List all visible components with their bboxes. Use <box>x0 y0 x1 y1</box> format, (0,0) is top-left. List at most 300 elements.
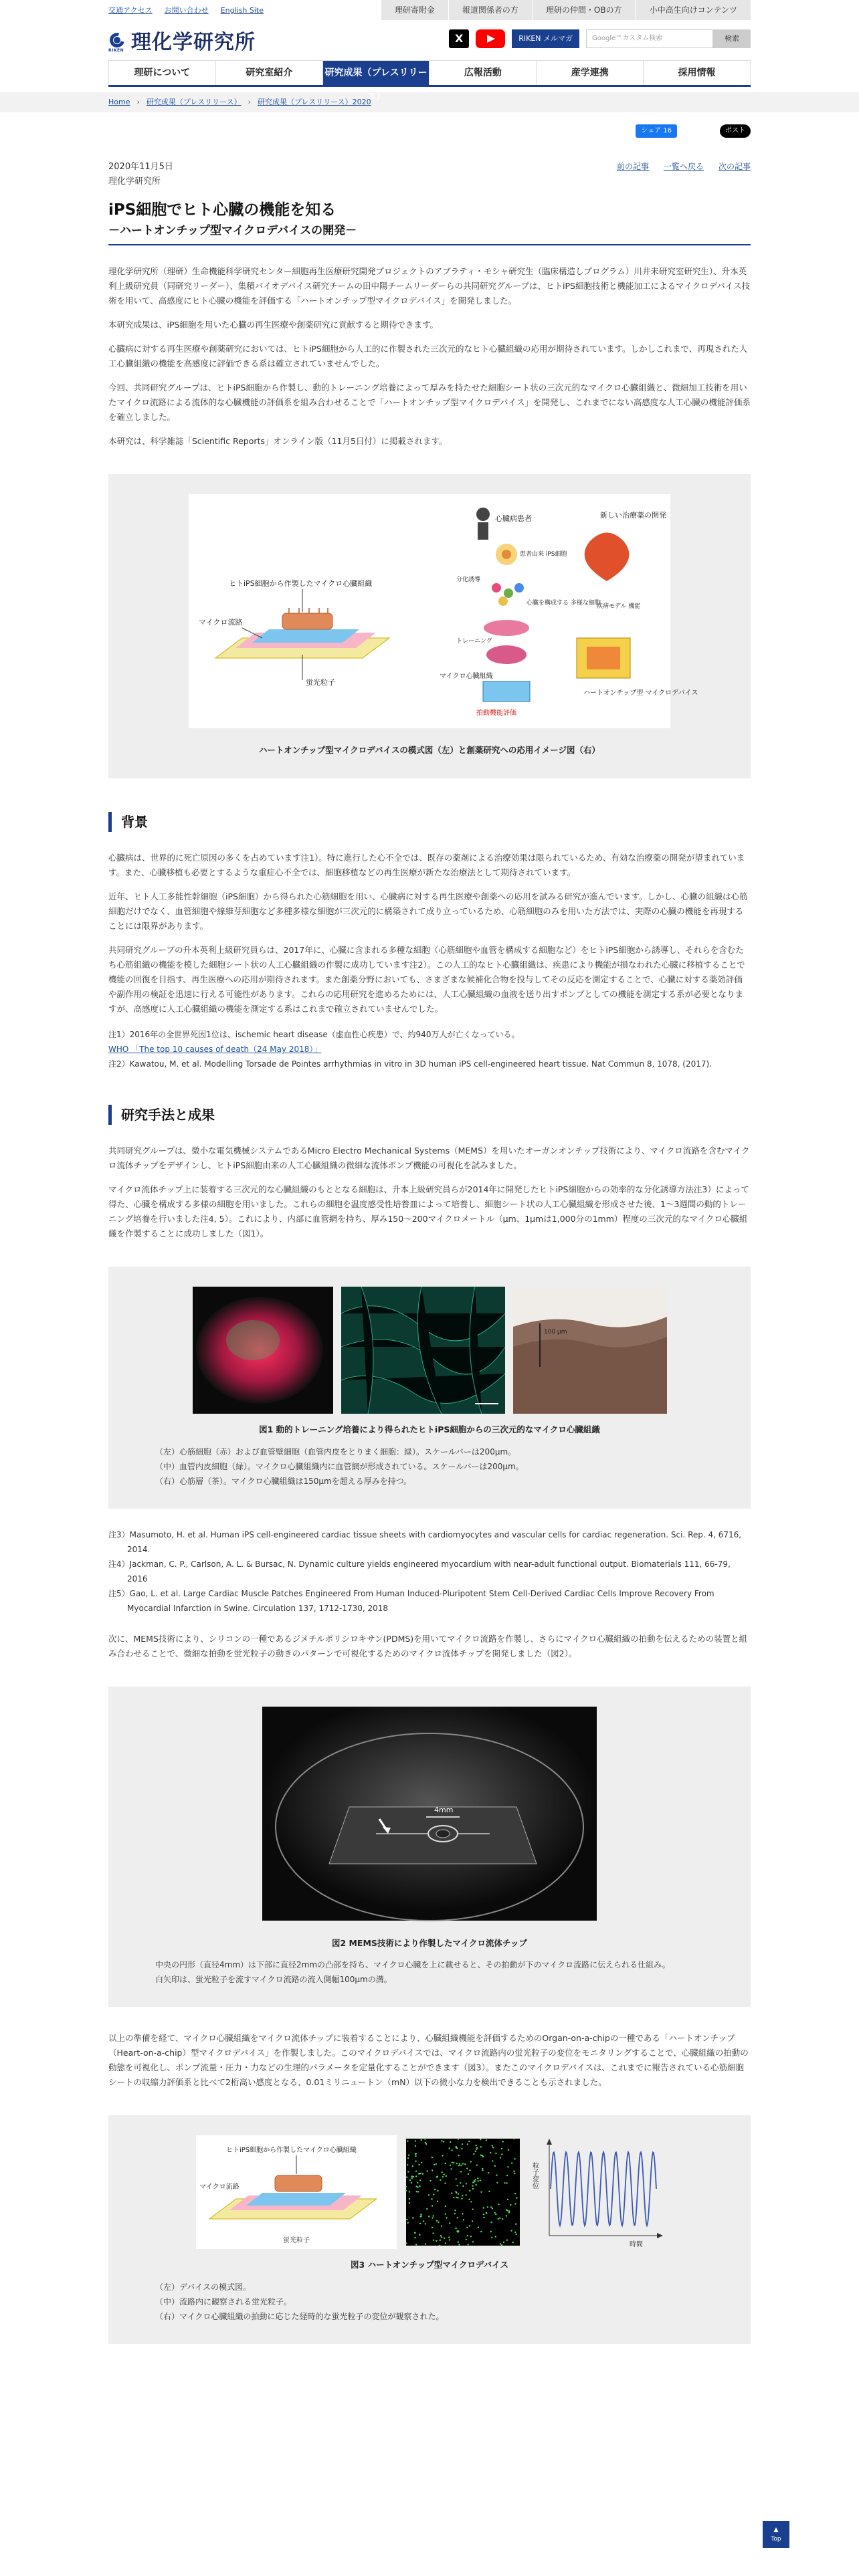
next-article-link[interactable]: 次の記事 <box>718 162 751 171</box>
bead-dot <box>434 2189 436 2190</box>
fig0-label-drug: 新しい治療薬の開発 <box>600 510 666 520</box>
fig3-label-channel: マイクロ流路 <box>199 2183 240 2191</box>
fig0-label-disease: 疾病モデル 機能 <box>597 603 641 610</box>
bead-dot <box>475 2184 476 2185</box>
bead-dot <box>442 2171 443 2173</box>
bead-dot <box>515 2234 516 2235</box>
fig0-label-bead: 蛍光粒子 <box>306 677 335 687</box>
article <box>108 159 751 2344</box>
bead-dot <box>476 2147 478 2149</box>
bead-dot <box>440 2240 441 2241</box>
bead-dot <box>446 2175 447 2177</box>
bead-dot <box>462 2163 464 2165</box>
background-paragraph: 共同研究グループの升本英利上級研究員らは、2017年に、心臓に含まれる多種な細胞（心筋細胞や血管を構成する細胞など）をヒトiPS細胞から誘導し、それらを含むたち心筋組織の機能を模した細胞シート状の人工心臓組織の作製に成功しています注2）。この人工的なヒト心臓組織は、疾患により機能が損なわれた心臓に移植することで機能の回復を目指す、再生医療への応用が期待されます。また創薬分野においても、さまざまな候補化合物を投与してその反応を測定することで、心臓に対する薬効評価や副作用の検証を迅速に行える可能性があります。これらの応用研究を進めるためには、人工心臓組織の血液を送り出すポンプとしての機能を測定する系が必要となりますが、高感度に人工心臓組織の機能を測定する系はこれまで確立されていませんでした。 <box>108 945 745 1014</box>
search-button[interactable]: 検索 <box>713 29 751 48</box>
bead-dot <box>443 2141 444 2143</box>
gnav-recruit[interactable]: 採用情報 <box>643 61 751 85</box>
breadcrumb <box>0 92 859 112</box>
bead-dot <box>441 2237 442 2238</box>
fig1-scalebar: 100 μm <box>543 1329 567 1336</box>
bead-dot <box>407 2141 408 2142</box>
figure-3 <box>108 2115 751 2344</box>
english-link[interactable]: English Site <box>220 6 264 15</box>
bead-dot <box>511 2163 512 2164</box>
displacement-wave <box>551 2152 656 2226</box>
bead-dot <box>445 2243 446 2244</box>
bead-dot <box>431 2199 432 2200</box>
bead-dot <box>407 2222 409 2224</box>
utility-links <box>108 4 264 18</box>
bead-dot <box>430 2180 431 2181</box>
fig-note: （左）心筋細胞（赤）および血管壁細胞（血管内皮をとりまく細胞：緑）。スケールバーは200μm。 <box>155 1446 516 1457</box>
intro-paragraph: 本研究は、科学雑誌「Scientific Reports」オンライン版（11月5日付）に掲載されます。 <box>108 435 448 446</box>
bead-dot <box>436 2240 437 2242</box>
fig3-label-bead: 蛍光粒子 <box>283 2237 310 2245</box>
bead-dot <box>405 2186 407 2187</box>
bead-dot <box>483 2217 484 2218</box>
bead-dot <box>495 2153 496 2154</box>
bead-dot <box>432 2157 433 2158</box>
bead-dot <box>495 2214 496 2215</box>
bead-dot <box>472 2185 473 2187</box>
fig0-label-micro: マイクロ心臓組織 <box>440 672 493 680</box>
figure-1-caption: 図1 動的トレーニング培養により得られたヒトiPS細胞からの三次元的なマイクロ心臓組織 <box>259 1424 600 1435</box>
top-nav-kids[interactable]: 小中高生向けコンテンツ <box>636 0 751 20</box>
bead-dot <box>414 2232 415 2234</box>
who-link[interactable]: WHO 「The top 10 causes of death（24 May 2018）」 <box>108 1045 322 1055</box>
fig0-label-channel: マイクロ流路 <box>199 617 243 627</box>
fig0-label-tissue: ヒトiPS細胞から作製したマイクロ心臓組織 <box>229 578 373 588</box>
fig2-image <box>262 1707 597 1921</box>
fig-note: （右）心筋層（茶）。マイクロ心臓組織は150μmを超える厚みを持つ。 <box>155 1476 412 1486</box>
bead-dot <box>506 2175 508 2176</box>
bead-dot <box>510 2204 511 2206</box>
bead-dot <box>433 2216 434 2217</box>
bead-dot <box>482 2169 483 2171</box>
gnav-press[interactable]: 研究成果（プレスリリース） <box>322 61 430 85</box>
fig0-label-patient: 心臓病患者 <box>495 514 532 523</box>
bead-dot <box>466 2239 467 2240</box>
intro-paragraph: 心臓病に対する再生医療や創薬研究においては、ヒトiPS細胞から人工的に作製された三次元的なヒト心臓組織の応用が期待されています。しかしこれまで、再現された人工心臓組織の機能を高感度に評価できる系は確立されていませんでした。 <box>108 343 748 368</box>
bead-dot <box>506 2240 508 2241</box>
x-icon[interactable]: X <box>449 29 469 48</box>
fig0-label-eval: 拍動機能評価 <box>476 709 516 717</box>
bead-dot <box>451 2193 452 2194</box>
bead-dot <box>470 2202 472 2203</box>
bead-dot <box>466 2183 467 2185</box>
bead-dot <box>490 2152 491 2153</box>
bead-dot <box>441 2226 442 2227</box>
bead-dot <box>515 2224 516 2225</box>
back-to-list-link[interactable]: 一覧へ戻る <box>663 162 704 171</box>
magazine-button[interactable]: RIKEN メルマガ <box>512 29 579 48</box>
fig2-scale: 4mm <box>434 1805 454 1814</box>
bead-dot <box>420 2214 421 2216</box>
bead-dot <box>475 2151 476 2152</box>
bead-dot <box>411 2177 413 2179</box>
bead-dot <box>421 2139 422 2141</box>
bead-dot <box>496 2175 497 2176</box>
note-item: 注2）Kawatou, M. et al. Modelling Torsade de Pointes arrhythmias in vitro in 3D human iPS cell-engineered heart tissue. Nat Commun 8, 1078, (2017). <box>108 1059 712 1069</box>
search-box <box>586 29 751 48</box>
bead-dot <box>472 2242 474 2243</box>
reference-item: 注5）Gao, L. et al. Large Cardiac Muscle Patches Engineered From Human Induced-Pluripotent Stem Cell-Derived Cardiac Cells Improve Recovery From Myocardial Infarction in Swine. Circulation 137, 1712-1730, 2018 <box>108 1588 714 1613</box>
page-top-label: Top <box>771 2536 781 2543</box>
fig3-axis-y: 粒子変位 <box>531 2162 539 2189</box>
bead-dot <box>415 2244 417 2246</box>
bead-dot <box>492 2147 494 2149</box>
bead-dot <box>411 2182 412 2183</box>
bead-dot <box>437 2176 438 2177</box>
bead-dot <box>449 2240 450 2241</box>
bead-dot <box>458 2155 460 2156</box>
bead-dot <box>480 2139 481 2140</box>
bead-dot <box>432 2170 433 2171</box>
bead-dot <box>472 2209 474 2210</box>
bead-dot <box>415 2176 417 2177</box>
brand-bar <box>108 20 751 60</box>
figure-2-caption: 図2 MEMS技術により作製したマイクロ流体チップ <box>331 1937 528 1948</box>
bead-dot <box>504 2182 505 2183</box>
bead-dot <box>452 2162 453 2163</box>
x-post-button[interactable]: ポスト <box>720 124 751 138</box>
bead-dot <box>407 2157 409 2159</box>
bead-dot <box>424 2139 425 2140</box>
bead-dot <box>514 2173 515 2174</box>
figure-2-notes <box>108 1951 751 1987</box>
bead-dot <box>502 2141 504 2143</box>
fig0-label-sheet: 心臓を構成する 多様な細胞 <box>527 599 601 607</box>
background-heading: 背景 <box>108 812 751 832</box>
fig-note: （中）流路内に観察される蛍光粒子。 <box>155 2297 292 2307</box>
fig1-image-left <box>193 1287 333 1414</box>
reference-item: 注4）Jackman, C. P., Carlson, A. L. & Bursac, N. Dynamic culture yields engineered myocardium with near-adult functional output. Biomaterials 111, 66-79, 2016 <box>108 1559 731 1584</box>
bead-dot <box>462 2185 464 2187</box>
bead-dot <box>503 2242 504 2243</box>
bead-dot <box>487 2206 488 2208</box>
bead-dot <box>412 2165 413 2167</box>
bead-dot <box>432 2206 433 2207</box>
top-nav-donation[interactable]: 理研寄附金 <box>381 0 448 20</box>
gnav-industry[interactable]: 産学連携 <box>536 61 643 85</box>
bead-dot <box>432 2227 433 2228</box>
fig0-label-device: ハートオンチップ型 マイクロデバイス <box>583 689 698 697</box>
bead-dot <box>458 2165 460 2166</box>
bead-dot <box>437 2190 438 2191</box>
bead-dot <box>408 2155 409 2156</box>
facebook-share-button[interactable]: シェア 16 <box>636 124 677 138</box>
bead-dot <box>488 2191 490 2192</box>
bead-dot <box>441 2141 442 2142</box>
bead-dot <box>506 2183 507 2184</box>
bead-dot <box>473 2153 474 2155</box>
bead-dot <box>425 2142 426 2143</box>
top-nav <box>381 0 751 20</box>
gnav-pr[interactable]: 広報活動 <box>429 61 536 85</box>
bead-dot <box>480 2191 482 2193</box>
bead-dot <box>423 2221 424 2222</box>
bead-dot <box>478 2181 479 2182</box>
fig3-displacement-chart <box>529 2135 663 2249</box>
bead-dot <box>448 2148 450 2149</box>
bead-dot <box>454 2210 456 2211</box>
bead-dot <box>444 2183 446 2184</box>
bead-dot <box>416 2191 417 2192</box>
site-logo[interactable] <box>108 31 256 55</box>
bead-dot <box>468 2244 469 2246</box>
bead-dot <box>467 2235 468 2236</box>
gnav-labs[interactable]: 研究室紹介 <box>215 61 322 85</box>
bead-dot <box>498 2218 499 2220</box>
bead-dot <box>409 2191 410 2193</box>
utility-bar <box>108 0 751 20</box>
bead-dot <box>412 2218 413 2219</box>
methods-paragraph: マイクロ流体チップ上に装着する三次元的な心臓組織のもととなる細胞は、升本上級研究員らが2014年に開発したヒトiPS細胞からの効率的な分化誘導方法注3）によって得た、心臓を構成する多様の細胞を用いました。これらの細胞を温度感受性培養皿によって培養し、細胞シート状の人工心臓組織を形成させた後、1〜3週間の動的トレーニング培養を行いました注4, 5）。これにより、内部に血管網を持ち、厚み150〜200マイクロメートル（μm、1μmは1,000分の1mm）程度の三次元的なマイクロ心臓組織を作製することに成功しました（図1）。 <box>108 1184 749 1239</box>
bead-dot <box>456 2147 457 2149</box>
bead-dot <box>514 2193 516 2194</box>
share-bar <box>108 112 751 152</box>
bead-dot <box>461 2198 462 2199</box>
breadcrumb-press-2020[interactable]: 研究成果（プレスリリース）2020 <box>257 98 371 106</box>
bead-dot <box>492 2208 493 2210</box>
fig1-image-right <box>513 1287 667 1414</box>
bead-dot <box>488 2172 489 2173</box>
bead-dot <box>458 2139 459 2140</box>
bead-dot <box>428 2195 430 2196</box>
bead-dot <box>405 2190 407 2191</box>
bead-dot <box>445 2206 446 2207</box>
bead-dot <box>490 2207 492 2208</box>
bead-dot <box>502 2218 503 2220</box>
bead-dot <box>470 2161 472 2163</box>
bead-dot <box>472 2182 474 2183</box>
bead-dot <box>414 2237 415 2238</box>
bead-dot <box>468 2173 469 2175</box>
bead-dot <box>501 2153 502 2155</box>
bead-dot <box>407 2171 409 2173</box>
bead-dot <box>428 2216 430 2218</box>
bead-dot <box>490 2231 492 2232</box>
background-notes <box>108 1027 751 1071</box>
bead-dot <box>480 2180 481 2181</box>
bead-dot <box>458 2231 459 2232</box>
fig-note: （中）血管内皮細胞（緑）。マイクロ心臓組織内に血管網が形成されている。スケールバーは200μm。 <box>155 1461 524 1471</box>
bead-dot <box>494 2212 495 2214</box>
figure-3-caption: 図3 ハートオンチップ型マイクロデバイス <box>351 2260 508 2270</box>
bead-dot <box>433 2240 434 2241</box>
bead-dot <box>461 2148 462 2149</box>
bead-dot <box>454 2213 456 2214</box>
bead-dot <box>516 2197 517 2199</box>
bead-dot <box>456 2163 458 2164</box>
bead-dot <box>433 2194 434 2195</box>
bead-dot <box>465 2195 466 2196</box>
bead-dot <box>419 2234 420 2236</box>
bead-dot <box>409 2179 411 2181</box>
bead-dot <box>450 2165 451 2166</box>
bead-dot <box>407 2164 408 2165</box>
bead-dot <box>418 2164 419 2165</box>
bead-dot <box>476 2149 477 2150</box>
bead-dot <box>456 2179 457 2180</box>
bead-dot <box>469 2190 470 2191</box>
bead-dot <box>418 2173 419 2175</box>
bead-dot <box>415 2161 416 2162</box>
bead-dot <box>492 2161 493 2162</box>
bead-dot <box>432 2233 434 2234</box>
bead-dot <box>501 2244 502 2246</box>
bead-dot <box>514 2158 515 2159</box>
bead-dot <box>506 2216 507 2217</box>
bead-dot <box>448 2237 450 2238</box>
bead-dot <box>415 2153 416 2155</box>
bead-dot <box>451 2150 452 2151</box>
bead-dot <box>427 2171 428 2172</box>
bead-dot <box>415 2141 416 2142</box>
bead-dot <box>486 2212 487 2214</box>
bead-dot <box>440 2235 442 2236</box>
breadcrumb-home[interactable]: Home <box>108 98 130 106</box>
bead-dot <box>419 2223 421 2224</box>
bead-dot <box>439 2245 440 2246</box>
bead-dot <box>469 2226 470 2227</box>
bead-dot <box>440 2179 441 2181</box>
bead-dot <box>494 2165 496 2167</box>
page-top-button[interactable] <box>763 2521 789 2548</box>
bead-dot <box>513 2138 514 2139</box>
youtube-icon[interactable] <box>476 29 505 48</box>
bead-dot <box>415 2145 416 2147</box>
bead-dot <box>482 2168 483 2169</box>
bead-dot <box>411 2175 413 2177</box>
bead-dot <box>460 2171 462 2173</box>
prev-article-link[interactable]: 前の記事 <box>616 162 649 171</box>
bead-dot <box>507 2166 508 2167</box>
bead-dot <box>468 2141 470 2142</box>
bead-dot <box>419 2180 421 2181</box>
gnav-about[interactable]: 理研について <box>108 61 215 85</box>
fig-note: 中央の円形（直径4mm）は下部に直径2mmの凸部を持ち、マイクロ心臓を上に載せると、その拍動が下のマイクロ流路に伝えられる仕組み。 <box>155 1960 670 1970</box>
bead-dot <box>508 2149 509 2151</box>
search-input[interactable]: Google™カスタム検索 <box>586 29 713 48</box>
bead-dot <box>453 2162 454 2163</box>
fig3-label-tissue: ヒトiPS細胞から作製したマイクロ心臓組織 <box>226 2147 357 2155</box>
bead-dot <box>480 2146 482 2147</box>
bead-dot <box>466 2168 468 2169</box>
bead-dot <box>472 2221 473 2222</box>
bead-dot <box>442 2176 444 2177</box>
fig-note: （右）マイクロ心臓組織の拍動に応じた経時的な蛍光粒子の変位が観察された。 <box>155 2312 444 2322</box>
bead-dot <box>425 2143 427 2145</box>
bead-dot <box>449 2223 450 2224</box>
intro-paragraph: 本研究成果は、iPS細胞を用いた心臓の再生医療や創薬研究に貢献すると期待できます。 <box>108 319 438 330</box>
mems-paragraph: 次に、MEMS技術により、シリコンの一種であるジメチルポリシロキサン(PDMS)を用いてマイクロ流路を作製し、さらにマイクロ心臓組織の拍動を伝えるための装置と組み合わせることで、微細な拍動を蛍光粒子の動きのパターンで可視化するためのマイクロ流体チップを開発しました（図2）。 <box>108 1633 748 1658</box>
breadcrumb-press[interactable]: 研究成果（プレスリリース） <box>146 98 242 106</box>
top-nav-press[interactable]: 報道関係者の方 <box>448 0 532 20</box>
figure-2 <box>108 1687 751 2007</box>
bead-dot <box>472 2188 474 2189</box>
bead-dot <box>474 2180 475 2181</box>
bead-dot <box>453 2197 454 2198</box>
bead-dot <box>425 2244 426 2245</box>
top-nav-alumni[interactable]: 理研の仲間・OBの方 <box>532 0 636 20</box>
bead-dot <box>486 2139 487 2141</box>
riken-logo-icon: RIKEN <box>108 33 126 53</box>
bead-dot <box>432 2218 433 2219</box>
bead-dot <box>512 2242 514 2243</box>
bead-dot <box>514 2232 516 2233</box>
bead-dot <box>415 2155 416 2157</box>
bead-dot <box>482 2156 484 2157</box>
bead-dot <box>445 2163 446 2164</box>
bead-dot <box>483 2214 484 2215</box>
bead-dot <box>442 2155 443 2157</box>
bead-dot <box>510 2230 512 2232</box>
bead-dot <box>468 2199 470 2200</box>
bead-dot <box>462 2143 463 2145</box>
bead-dot <box>460 2165 462 2166</box>
bead-dot <box>463 2220 464 2221</box>
background-paragraph: 心臓病は、世界的に死亡原因の多くを占めています注1）。特に進行した心不全では、既存の薬剤による治療効果は限られているため、有効な治療薬の開発が望まれています。また、心臓移植も必要とするような重症心不全では、細胞移植などの再生医療が新たな治療法として期待されています。 <box>108 853 745 878</box>
bead-dot <box>405 2243 407 2244</box>
bead-dot <box>417 2182 418 2183</box>
bead-dot <box>456 2185 458 2186</box>
bead-dot <box>500 2244 501 2245</box>
bead-dot <box>444 2238 445 2239</box>
note-item: 注1）2016年の全世界死因1位は、ischemic heart disease（虚血性心疾患）で、約940万人が亡くなっている。 <box>108 1030 520 1040</box>
chevron-right-icon: › <box>248 98 251 106</box>
bead-dot <box>491 2237 492 2238</box>
intro-paragraph: 今回、共同研究グループは、ヒトiPS細胞から作製し、動的トレーニング培養によって厚みを持たせた細胞シート状の三次元的なマイクロ心臓組織と、微細加工技術を用いたマイクロ流路による流体的な心臓機能の評価系を組み合わせることで「ハートオンチップ型マイクロデバイス」を開発し、これまでにない高感度な人工心臓の機能評価系を確立しました。 <box>108 382 751 422</box>
bead-dot <box>470 2236 472 2237</box>
header-tools <box>449 29 751 48</box>
fig0-label-ips: 患者由来 iPS細胞 <box>520 550 567 558</box>
bead-dot <box>462 2195 463 2196</box>
bead-dot <box>455 2191 456 2192</box>
bead-dot <box>406 2177 407 2178</box>
fig-note: （左）デバイスの模式図。 <box>155 2282 252 2292</box>
arrow-up-icon: ▲ <box>773 2527 779 2533</box>
bead-dot <box>456 2197 457 2198</box>
bead-dot <box>406 2219 407 2220</box>
bead-dot <box>415 2171 417 2172</box>
bead-dot <box>477 2177 478 2179</box>
fig0-label-training: トレーニング <box>456 637 492 645</box>
contact-link[interactable]: お問い合わせ <box>164 6 209 15</box>
bead-dot <box>459 2163 460 2165</box>
bead-dot <box>421 2162 422 2163</box>
access-link[interactable]: 交通アクセス <box>108 6 153 15</box>
bead-dot <box>495 2236 496 2238</box>
bead-dot <box>475 2179 476 2181</box>
references <box>108 1527 751 1616</box>
fig3-device-diagram <box>196 2135 397 2249</box>
bead-dot <box>445 2214 446 2215</box>
bead-dot <box>464 2163 466 2165</box>
bead-dot <box>498 2204 499 2205</box>
methods-paragraph: 共同研究グループは、微小な電気機械システムであるMicro Electro Mechanical Systems（MEMS）を用いたオーガンオンチップ技術により、マイクロ流路を含むマイクロ流体チップをデザインし、ヒトiPS細胞由来の人工心臓組織の微細な流体ポンプ機能の可視化を試みました。 <box>108 1146 750 1171</box>
bead-dot <box>426 2208 427 2210</box>
bead-dot <box>496 2182 498 2183</box>
bead-dot <box>419 2185 420 2187</box>
bead-dot <box>444 2174 445 2175</box>
bead-dot <box>409 2198 410 2199</box>
bead-dot <box>476 2165 478 2166</box>
article-pager <box>617 159 751 175</box>
bead-dot <box>422 2173 423 2175</box>
bead-dot <box>499 2218 500 2219</box>
bead-dot <box>421 2216 422 2217</box>
